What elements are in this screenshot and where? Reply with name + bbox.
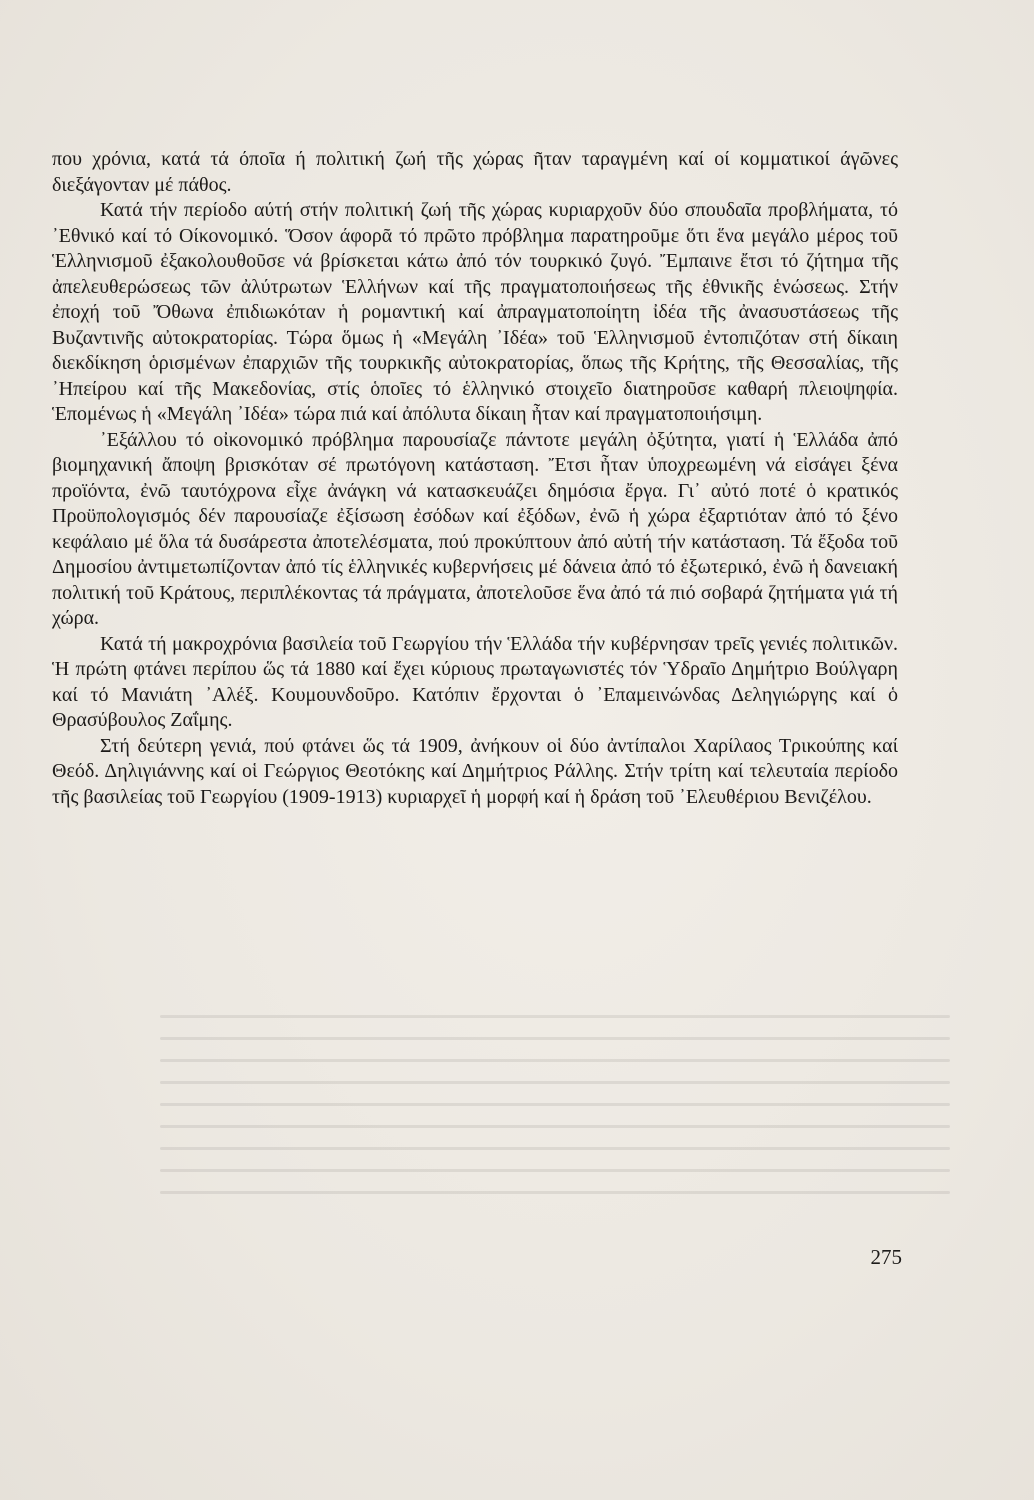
body-text [52, 147, 898, 810]
paragraph-economic-issue: ᾿Εξάλλου τό οἰκονομικό πρόβλημα παρουσίαζε πάντοτε μεγάλη ὀξύτητα, γιατί ἡ Ἑλλάδα ἀπό βιομηχανική ἄποψη βρισκόταν σέ πρωτόγονη κατάσταση. Ἔτσι ἦταν ὑποχρεωμένη νά εἰσάγει ξένα προϊόντα, ἐνῶ ταυτόχρονα εἶχε ἀνάγκη νά κατασκευάζει δημόσια ἔργα. Γι᾿ αὐτό ποτέ ὁ κρατικός Προϋπολογισμός δέν παρουσίαζε ἐξίσωση ἐσόδων καί ἐξόδων, ἐνῶ ἡ χώρα ἐξαρτιόταν ἀπό τό ξένο κεφάλαιο μέ ὅλα τά δυσάρεστα ἀποτελέσματα, πού προκύπτουν ἀπό αὐτή τήν κατάσταση. Τά ἔξοδα τοῦ Δημοσίου ἀντιμετωπίζονταν ἀπό τίς ἑλληνικές κυβερνήσεις μέ δάνεια ἀπό τό ἐξωτερικό, ἐνῶ ἡ δανειακή πολιτική τοῦ Κράτους, περιπλέκοντας τά πράγματα, ἀποτελοῦσε ἕνα ἀπό τά πιό σοβαρά ζητήματα γιά τή χώρα. [52, 428, 898, 629]
paragraph-second-generation: Στή δεύτερη γενιά, πού φτάνει ὥς τά 1909, ἀνήκουν οἱ δύο ἀντίπαλοι Χαρίλαος Τρικούπης καί Θεόδ. Δηλιγιάννης καί οἱ Γεώργιος Θεοτόκης καί Δημήτριος Ράλλης. Στήν τρίτη καί τελευταία περίοδο τῆς βασιλείας τοῦ Γεωργίου (1909-1913) κυριαρχεῖ ἡ μορφή καί ἡ δράση τοῦ ᾿Ελευθέριου Βενιζέλου. [52, 734, 898, 808]
paragraph-national-issue: Κατά τήν περίοδο αύτή στήν πολιτική ζωή τῆς χώρας κυριαρχοῦν δύο σπουδαῖα προβλήματα, τό ᾿Εθνικό καί τό Οίκονομικό. Ὅσον άφορᾶ τό πρῶτο πρόβλημα παρατηροῦμε ὅτι ἕνα μεγάλο μέρος τοῦ Ἑλληνισμοῦ ἐξακολουθοῦσε νά βρίσκεται κάτω ἀπό τόν τουρκικό ζυγό. Ἔμπαινε ἔτσι τό ζήτημα τῆς ἀπελευθερώσεως τῶν ἀλύτρωτων Ἑλλήνων καί τῆς πραγματοποιήσεως τῆς ἐθνικῆς ἑνώσεως. Στήν ἐποχή τοῦ Ὄθωνα ἐπιδιωκόταν ἡ ρομαντική καί ἀπραγματοποίητη ἰδέα τῆς ἀνασυστάσεως τῆς Βυζαντινῆς αὐτοκρατορίας. Τώρα ὅμως ἡ «Μεγάλη ᾿Ιδέα» τοῦ Ἑλληνισμοῦ ἐντοπιζόταν στή δίκαιη διεκδίκηση ὁρισμένων ἐπαρχιῶν τῆς τουρκικῆς αὐτοκρατορίας, ὅπως τῆς Κρήτης, τῆς Θεσσαλίας, τῆς ᾿Ηπείρου καί τῆς Μακεδονίας, στίς ὁποῖες τό ἑλληνικό στοιχεῖο διατηροῦσε καθαρή πλειοψηφία. Ἑπομένως ἡ «Μεγάλη ᾿Ιδέα» τώρα πιά καί ἀπόλυτα δίκαιη ἦταν καί πραγματοποιήσιμη. [52, 199, 898, 425]
bleed-through-text [160, 1015, 950, 1235]
paragraph-first-generation: Κατά τή μακροχρόνια βασιλεία τοῦ Γεωργίου τήν Ἑλλάδα τήν κυβέρνησαν τρεῖς γενιές πολιτικῶν. Ἡ πρώτη φτάνει περίπου ὥς τά 1880 καί ἔχει κύριους πρωταγωνιστές τόν Ὑδραῖο Δημήτριο Βούλγαρη καί τό Μανιάτη ᾿Αλέξ. Κουμουνδοῦρο. Κατόπιν ἔρχονται ὁ ᾿Επαμεινώνδας Δεληγιώργης καί ὁ Θρασύβουλος Ζαΐμης. [52, 632, 898, 731]
paragraph-continuation: που χρόνια, κατά τά όποῖα ή πολιτική ζωή τῆς χώρας ῆταν ταραγμένη καί οί κομματικοί άγῶνες διεξάγονταν μέ πάθος. [52, 148, 898, 196]
page-number: 275 [870, 1245, 902, 1269]
